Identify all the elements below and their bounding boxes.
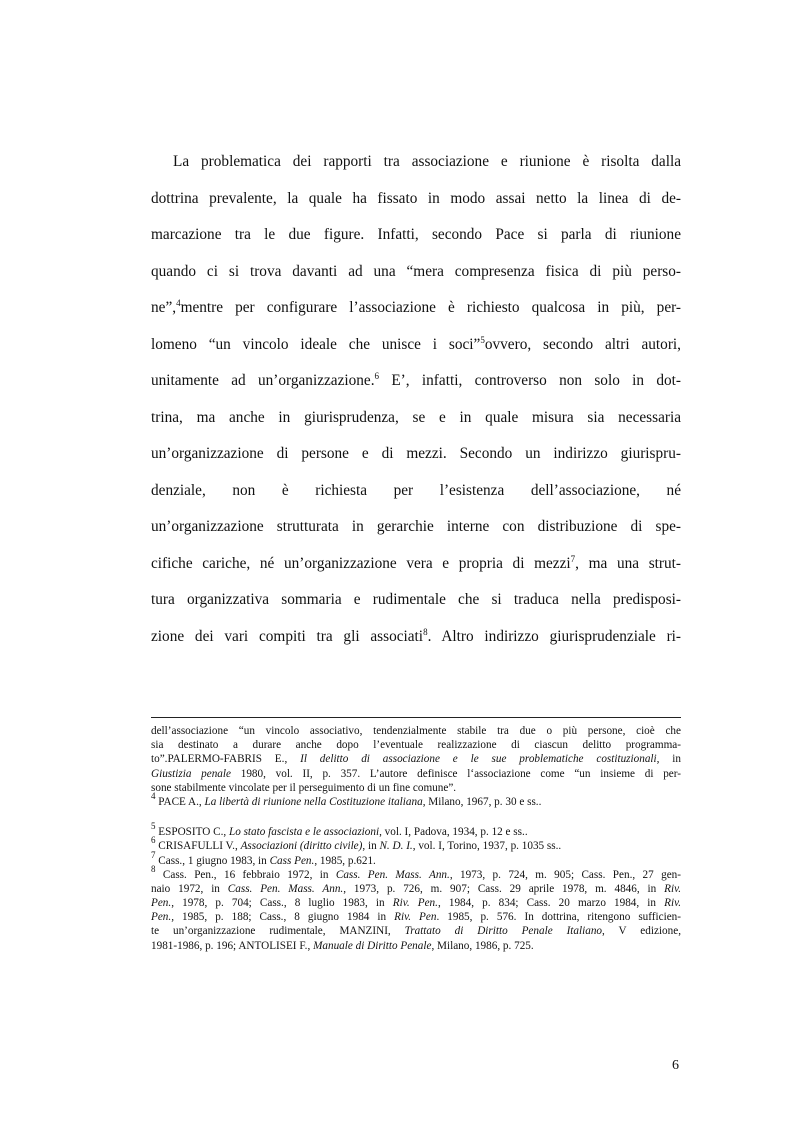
- text-span: unitamente ad un’organizzazione.: [151, 372, 375, 389]
- text-span: 1981-1986, p. 196; ANTOLISEI F.,: [151, 939, 314, 952]
- footnote-5: [151, 821, 681, 839]
- text-span: E’, infatti, controverso non solo in dot-: [379, 372, 681, 389]
- footnote-ref-7: 7: [570, 553, 576, 564]
- footnote-number: 6: [151, 835, 156, 846]
- footnote-number: 4: [151, 790, 156, 801]
- footnote-ref-4: 4: [176, 298, 181, 308]
- text-line: tura organizzativa sommaria e rudimentale che si traduca nella predisposi-: [151, 591, 681, 608]
- text-span: Cass. Pen., 16 febbraio 1972, in: [155, 868, 336, 881]
- text-span: , in: [362, 840, 380, 853]
- text-span: in: [659, 753, 681, 766]
- citation-title: Riv.: [664, 882, 681, 895]
- text-span: zione dei vari compiti tra gli associati: [151, 627, 424, 645]
- text-span: ESPOSITO C.,: [155, 826, 229, 839]
- citation-title: Pen.: [151, 897, 172, 910]
- text-span: 1985, p. 188; Cass., 8 giugno 1984 in: [174, 911, 395, 924]
- text-span: te un’organizzazione rudimentale, MANZINI,: [151, 925, 405, 938]
- text-span: , Milano, 1967, p. 30 e ss..: [422, 795, 542, 808]
- citation-title: Il delitto di associazione e le sue problematiche costituzionali,: [300, 753, 660, 766]
- citation-title: La libertà di riunione nella Costituzione italiana: [204, 795, 423, 808]
- text-line: un’organizzazione strutturata in gerarchie interne con distribuzione di spe-: [151, 518, 681, 535]
- footnote-line: sia destinato a durare anche dopo l’eventuale realizzazione di ciascun delitto programma-: [151, 739, 681, 752]
- footnote-6: [151, 835, 681, 853]
- text-span: , vol. I, Torino, 1937, p. 1035 ss..: [412, 840, 562, 853]
- citation-title: Riv. Pen: [394, 911, 437, 924]
- footnote-separator: [151, 717, 681, 718]
- text-span: , V edizione,: [602, 925, 682, 938]
- citation-title: Riv. Pen.: [392, 897, 438, 910]
- citation-title: Trattato di Diritto Penale Italiano: [404, 925, 603, 938]
- text-span: , vol. I, Padova, 1934, p. 12 e ss..: [379, 826, 528, 839]
- text-span: PACE A.,: [155, 795, 205, 808]
- text-span: , ma una strut-: [575, 554, 681, 572]
- text-span: , 1973, p. 726, m. 907; Cass. 29 aprile 1978, m. 4846, in: [343, 882, 665, 895]
- text-line: denziale, non è richiesta per l’esistenza dell’associazione, né: [151, 481, 681, 499]
- text-span: ne”,: [151, 299, 177, 316]
- footnote-line: [151, 924, 681, 938]
- text-span: . 1985, p. 576. In dottrina, ritengono sufficien-: [436, 911, 681, 924]
- text-span: mentre per configurare l’associazione è richiesto qualcosa in più, per-: [180, 299, 681, 316]
- citation-title: Pen.,: [151, 911, 174, 924]
- citation-title: Cass Pen.: [269, 854, 315, 867]
- text-span: naio 1972, in: [151, 882, 228, 895]
- text-line: marcazione tra le due figure. Infatti, secondo Pace si parla di riunione: [151, 226, 681, 243]
- citation-title: Lo stato fascista e le associazioni: [228, 826, 380, 839]
- text-span: , Milano, 1986, p. 725.: [431, 939, 534, 952]
- text-span: , 1984, p. 834; Cass. 20 marzo 1984, in: [437, 897, 665, 910]
- footnote-ref-6: 6: [374, 371, 380, 381]
- footnote-line: [151, 767, 681, 781]
- footnote-number: 5: [151, 821, 156, 832]
- footnote-4: [151, 790, 681, 809]
- text-span: CRISAFULLI V.,: [155, 840, 241, 853]
- footnote-line: [151, 910, 681, 924]
- citation-title: Manuale di Diritto Penale: [313, 939, 432, 952]
- text-line: un’organizzazione di persone e di mezzi. Secondo un indirizzo giurispru-: [151, 445, 681, 462]
- text-line: quando ci si trova davanti ad una “mera compresenza fisica di più perso-: [151, 262, 681, 280]
- footnote-line: [151, 939, 681, 953]
- footnote-7: [151, 849, 681, 868]
- citation-title: Giustizia penale: [151, 767, 231, 780]
- text-span: , 1973, p. 724, m. 905; Cass. Pen., 27 gen-: [449, 868, 681, 881]
- text-span: , 1978, p. 704; Cass., 8 luglio 1983, in: [171, 897, 393, 910]
- text-line: [151, 290, 681, 327]
- citation-title: N. D. I.: [379, 840, 413, 853]
- footnote-number: 7: [151, 849, 156, 860]
- text-span: , 1985, p.621.: [314, 854, 376, 867]
- page-number: 6: [672, 1058, 679, 1073]
- text-line: dottrina prevalente, la quale ha fissato in modo assai netto la linea di de-: [151, 189, 681, 207]
- citation-title: Cass. Pen. Mass. Ann.: [227, 882, 344, 895]
- text-span: lomeno “un vincolo ideale che unisce i soci”: [151, 335, 481, 353]
- text-span: . Altro indirizzo giurisprudenziale ri-: [427, 627, 682, 645]
- text-line: [151, 327, 681, 364]
- footnote-line: dell’associazione “un vincolo associativo, tendenzialmente stabile tra due o più persone, cioè che: [151, 725, 681, 737]
- citation-title: Cass. Pen. Mass. Ann.: [335, 868, 450, 881]
- body-text: [151, 144, 681, 655]
- text-line: trina, ma anche in giurisprudenza, se e in quale misura sia necessaria: [151, 408, 681, 426]
- footnote-number: 8: [151, 863, 156, 874]
- text-span: cifiche cariche, né un’organizzazione vera e propria di mezzi: [151, 554, 571, 572]
- text-line: La problematica dei rapporti tra associazione e riunione è risolta dalla: [173, 153, 681, 170]
- footnote-line: sone stabilmente vincolate per il perseguimento di un fine comune”.: [151, 781, 457, 794]
- footnote-line: [151, 752, 681, 766]
- text-line: [151, 619, 681, 656]
- text-line: [151, 546, 681, 583]
- footnotes: [151, 724, 681, 953]
- text-line: [151, 363, 681, 400]
- citation-title: Associazioni (diritto civile): [240, 840, 363, 853]
- footnote-line: [151, 882, 681, 896]
- text-span: 1980, vol. II, p. 357. L’autore definisce l‘associazione come “un insieme di per-: [230, 767, 681, 780]
- text-span: Cass., 1 giugno 1983, in: [155, 854, 270, 867]
- citation-title: Riv.: [664, 897, 681, 910]
- footnote-ref-5: 5: [480, 334, 485, 345]
- text-span: to”.PALERMO-FABRIS E.,: [151, 753, 301, 766]
- footnote-line: [151, 896, 681, 910]
- footnote-8: [151, 863, 681, 882]
- text-span: ovvero, secondo altri autori,: [484, 335, 681, 353]
- footnote-ref-8: 8: [423, 626, 428, 637]
